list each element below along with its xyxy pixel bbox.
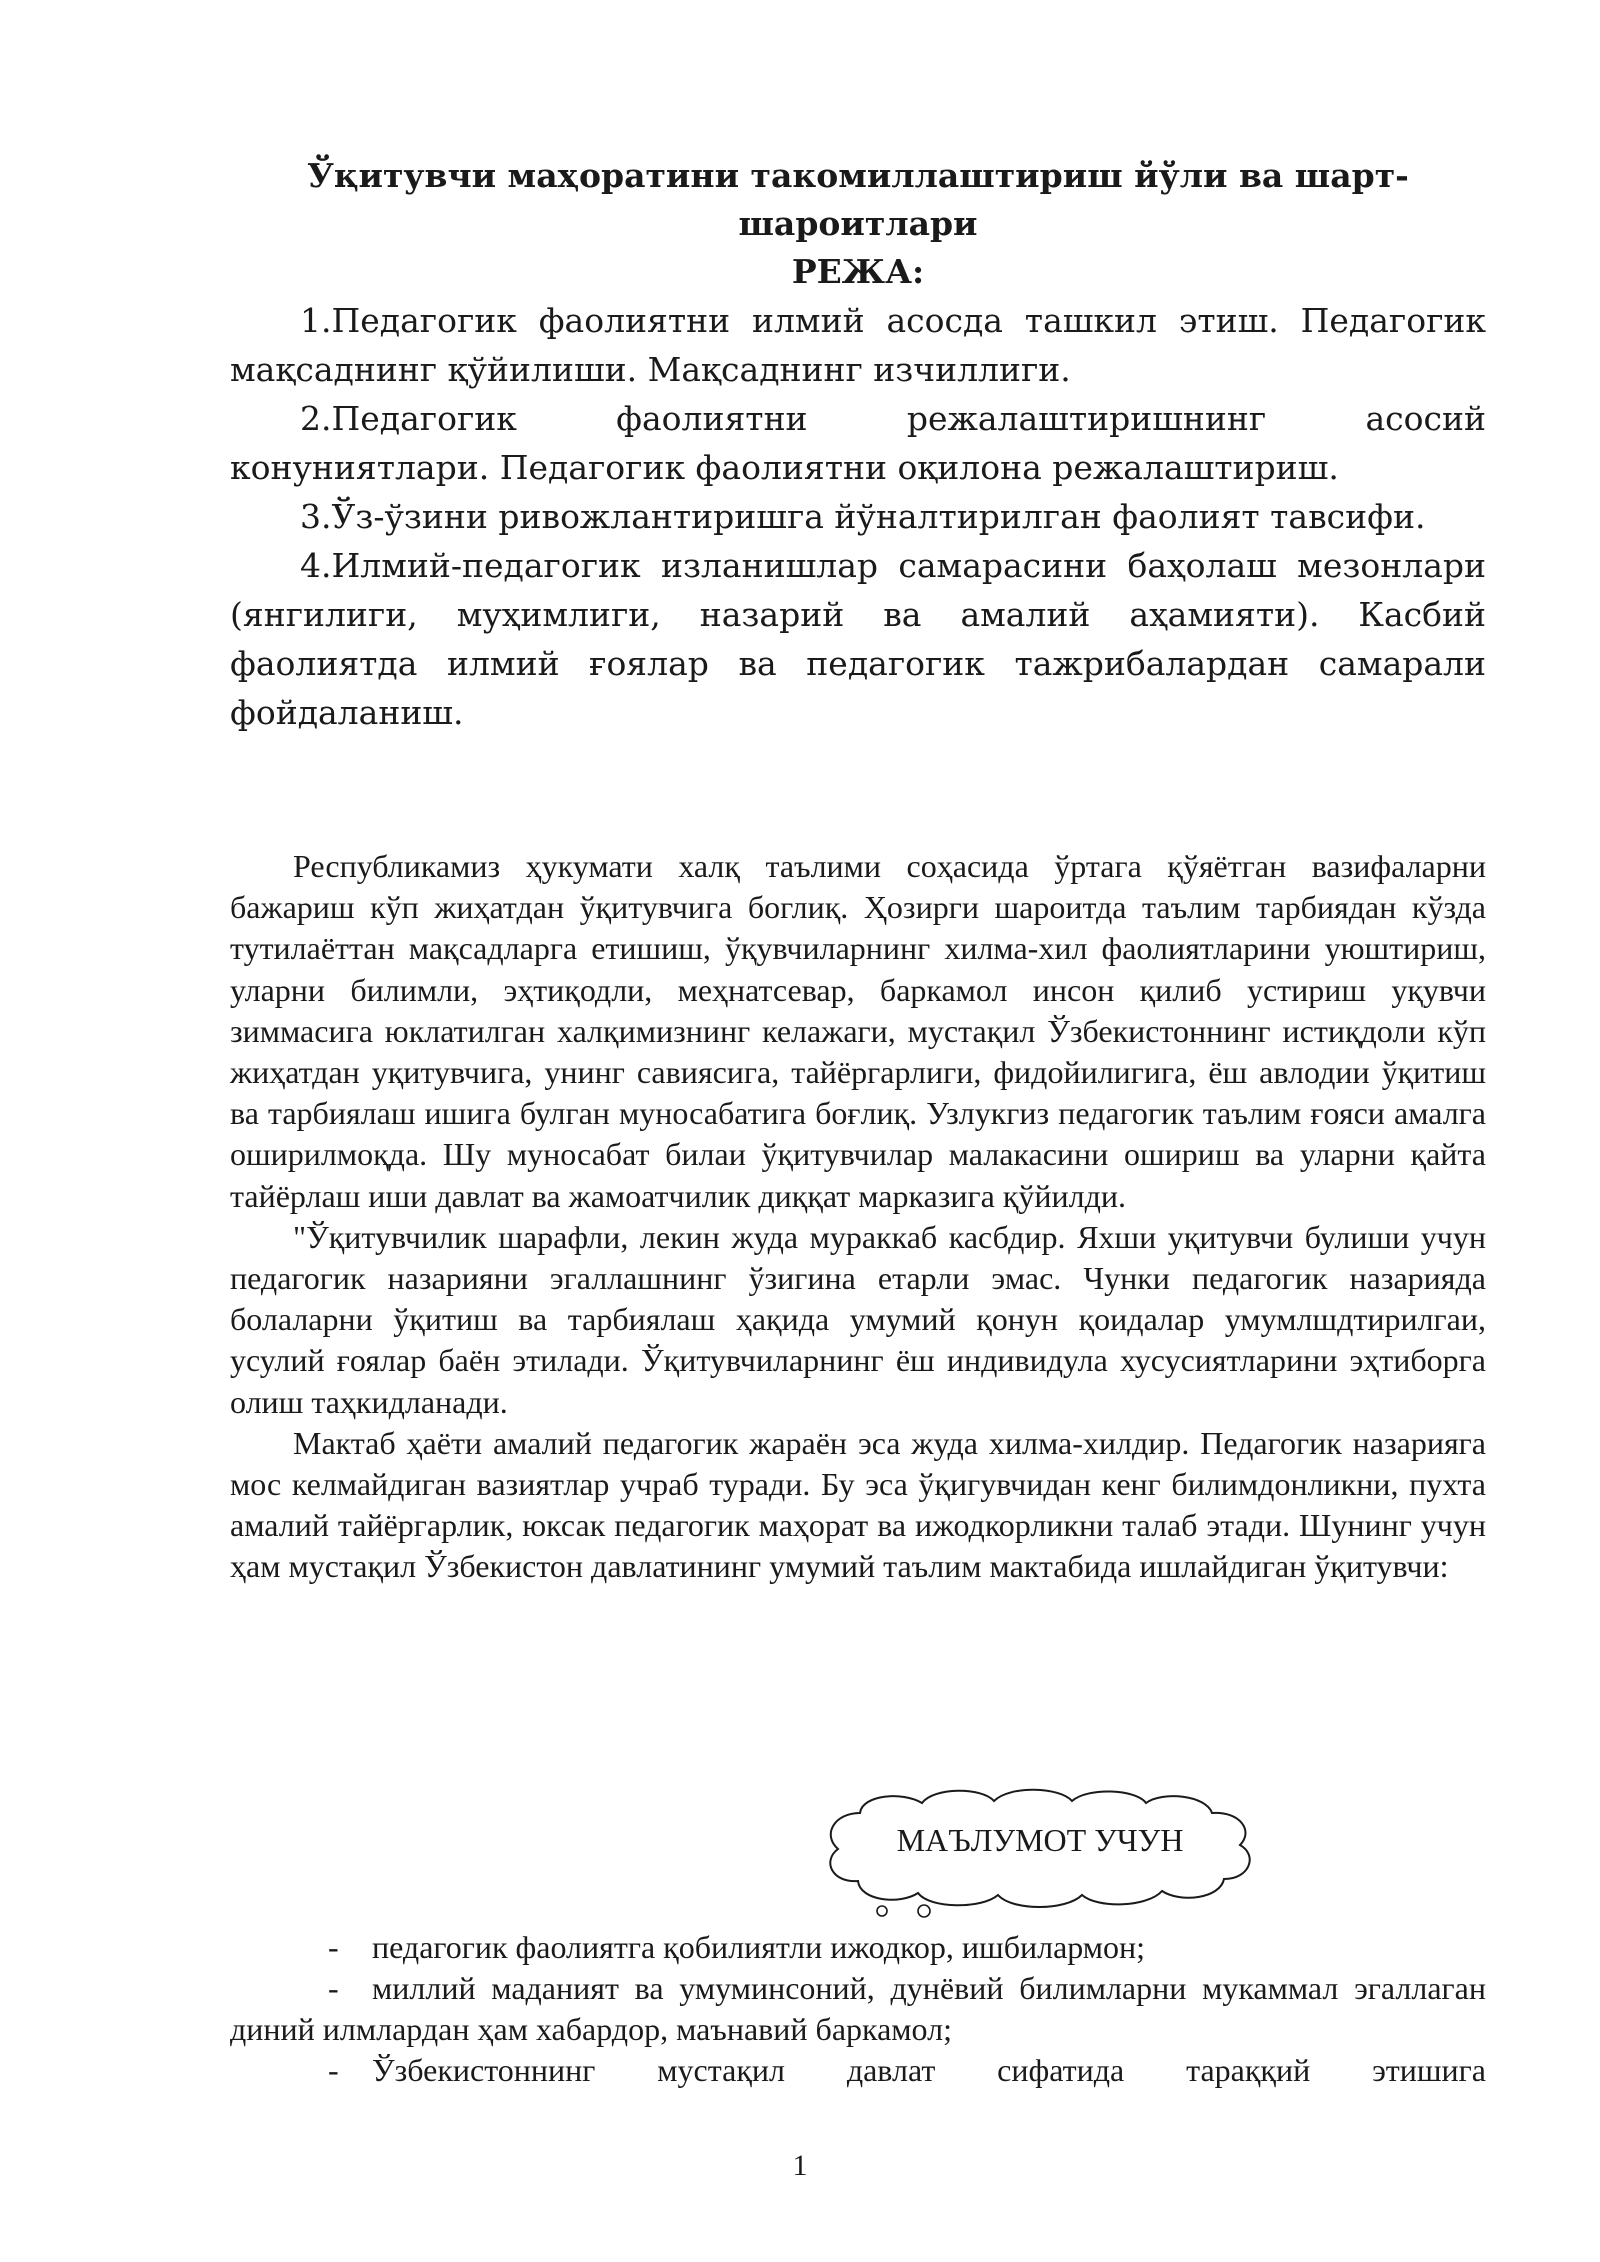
- bullet-dash: -: [328, 1970, 339, 2006]
- title-line-2: шароитлари: [738, 204, 978, 243]
- page-title: [230, 152, 1486, 296]
- body-text: [230, 846, 1486, 1588]
- body-paragraph: "Ўқитувчилик шарафли, лекин жуда мураккаб касбдир. Яхши уқитувчи булиши учун педагогик назарияни эгаллашнинг ўзигина етарли эмас. Чунки педагогик назарияда болаларни ўқитиш ва тарбиялаш ҳақида умумий қонун қоидалар умумлшдтирилгаи, усулий ғоялар баён этилади. Ўқитувчиларнинг ёш индивидула хусусиятларини эҳтиборга олиш таҳкидланади.: [230, 1218, 1486, 1420]
- plan-list: [230, 296, 1486, 737]
- callout-label: МАЪЛУМОТ УЧУН: [896, 1822, 1184, 1858]
- list-item-text: педагогик фаолиятга қобилиятли ижодкор, ишбилармон;: [372, 1929, 1146, 1965]
- bullet-dash: -: [328, 2052, 339, 2088]
- plan-item: 2.Педагогик фаолиятни режалаштиришнинг асосий конуниятлари. Педагогик фаолиятни оқилона режалаштириш.: [230, 399, 1486, 487]
- page-number: 1: [792, 2149, 808, 2182]
- bullet-list: [230, 1927, 1486, 2091]
- plan-item: 3.Ўз-ўзини ривожлантиришга йўналтирилган фаолият тавсифи.: [300, 497, 1426, 536]
- title-line-1: Ўқитувчи маҳоратини такомиллаштириш йўли ва шарт-: [307, 156, 1409, 195]
- body-paragraph: Мактаб ҳаёти амалий педагогик жараён эса жуда хилма-хилдир. Педагогик назарияга мос келмайдиган вазиятлар учраб туради. Бу эса ўқигувчидан кенг билимдонликни, пухта амалий тайёргарлик, юксак педагогик маҳорат ва ижодкорликни талаб этади. Шунинг учун ҳам мустақил Ўзбекистон давлатининг умумий таълим мактабида ишлайдиган ўқитувчи:: [230, 1424, 1486, 1585]
- plan-item: 1.Педагогик фаолиятни илмий асосда ташкил этиш. Педагогик мақсаднинг қўйилиши. Мақсаднинг изчиллиги.: [230, 301, 1486, 389]
- list-item: [230, 2050, 1486, 2091]
- plan-heading: РЕЖА:: [791, 252, 925, 291]
- list-item: [230, 1968, 1486, 2050]
- list-item: [230, 1927, 1486, 1968]
- plan-item: 4.Илмий-педагогик изланишлар самарасини баҳолаш мезонлари (янгилиги, муҳимлиги, назарий ва амалий аҳамияти). Касбий фаолиятда илмий ғоялар ва педагогик тажрибалардан самарали фойдаланиш.: [230, 546, 1486, 732]
- list-item-text: миллий маданият ва умуминсоний, дунёвий билимларни мукаммал эгаллаган диний илмлардан ҳам хабардор, маънавий баркамол;: [230, 1970, 1486, 2047]
- list-item-text: Ўзбекистоннинг мустақил давлат сифатида тараққий этишига: [372, 2052, 1486, 2088]
- body-paragraph: Республикамиз ҳукумати халқ таълими соҳасида ўртага қўяётган вазифаларни бажариш кўп жиҳатдан ўқитувчига боглиқ. Ҳозирги шароитда таълим тарбиядан кўзда тутилаёттан мақсадларга етишиш, ўқувчиларнинг хилма-хил фаолиятларини уюштириш, уларни билимли, эҳтиқодли, меҳнатсевар, баркамол инсон қилиб устириш уқувчи зиммасига юклатилган халқимизнинг келажаги, мустақил Ўзбекистоннинг истиқдоли кўп жиҳатдан уқитувчига, унинг савиясига, тайёргарлиги, фидойилигига, ёш авлодии ўқитиш ва тарбиялаш ишига булган муносабатига боғлиқ. Узлукгиз педагогик таълим ғояси амалга оширилмоқда. Шу муносабат билаи ўқитувчилар малакасини ошириш ва уларни қайта тайёрлаш иши давлат ва жамоатчилик диққат марказига қўйилди.: [230, 848, 1486, 1214]
- bullet-dash: -: [328, 1929, 339, 1965]
